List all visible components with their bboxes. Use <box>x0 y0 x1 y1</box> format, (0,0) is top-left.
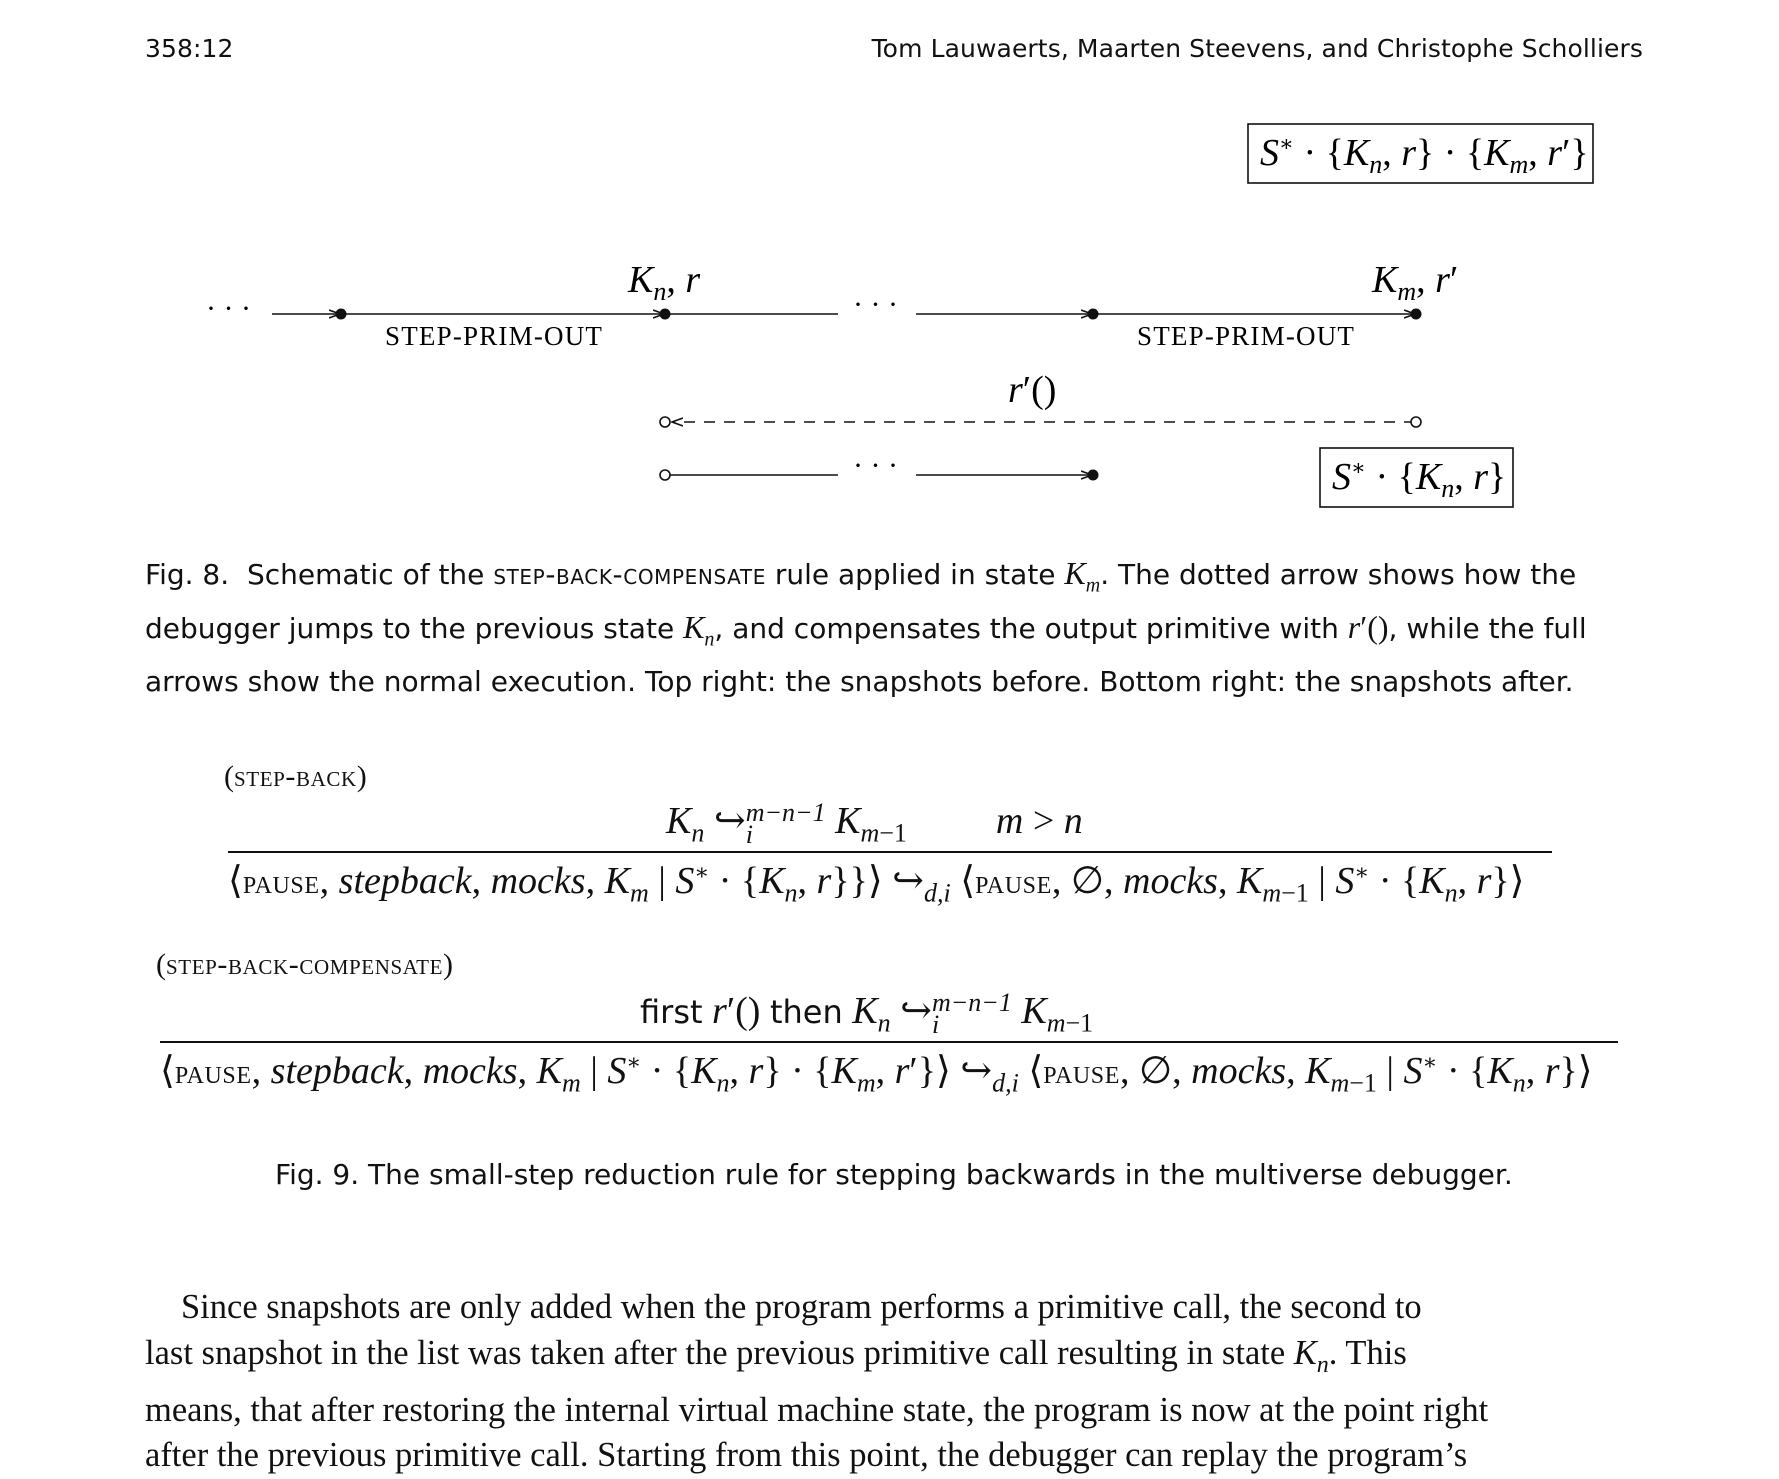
snapshots-before-box <box>1248 124 1593 183</box>
fig8-caption-line-3: arrows show the normal execution. Top right: the snapshots before. Bottom right: the snapshots after. <box>145 664 1574 698</box>
fig8-caption-line-1: Fig. 8. Schematic of the step-back-compensate rule applied in state $K_m$. The dotted arrow shows how the <box>145 555 1577 597</box>
state-label-kn: $K_n$, r <box>628 259 701 306</box>
rule-compensate-name: (step-back-compensate) <box>156 948 454 981</box>
compensate-label: r′() <box>1008 369 1057 411</box>
svg-text:S∗ · {Kn, r} · {Km, r′}: $S^∗ \cdot \{K_n$, $r\} \cdot \{K_m$, r′} <box>1260 131 1589 179</box>
rule-compensate-conclusion: ⟨pause, stepback, mocks, $K_m$ | $S^∗ \cdot \{K_n$, $r\} \cdot \{K_m$, r′}⟩ $↪_{d,i}$ ⟨pause, ∅, mocks, $K_{m-1}$ | $S^∗ \cdot \{K_n$, r}⟩ <box>160 1049 1593 1098</box>
rule-step-back-bar <box>228 851 1552 853</box>
jump-target-node <box>660 417 670 427</box>
fig9-caption: Fig. 9. The small-step reduction rule for stepping backwards in the multiverse debugger. <box>275 1158 1513 1191</box>
jump-origin-node <box>1411 417 1421 427</box>
state-node-km-1 <box>1088 470 1099 481</box>
rule-step-back-name: (step-back) <box>224 760 367 793</box>
state-label-km: $K_m$, r′ <box>1372 259 1459 306</box>
page-number: 358:12 <box>145 34 234 63</box>
rule-compensate-bar <box>160 1041 1618 1043</box>
running-header-authors: Tom Lauwaerts, Maarten Steevens, and Christophe Scholliers <box>871 34 1643 63</box>
svg-text:S∗ · {Kn, r}: $S^∗ \cdot \{K_n$, r} <box>1332 455 1507 503</box>
ellipsis-middle: · · · <box>853 288 898 321</box>
state-node-km <box>1411 309 1422 320</box>
body-paragraph <box>145 1285 1635 1479</box>
ellipsis-bottom: · · · <box>853 449 898 482</box>
body-line-4: after the previous primitive call. Starting from this point, the debugger can replay the program’s <box>145 1436 1468 1475</box>
snapshots-after-box <box>1320 448 1513 507</box>
restored-state-node <box>660 470 670 480</box>
step-label-2: STEP-PRIM-OUT <box>1137 321 1356 351</box>
fig8-caption <box>145 552 1645 703</box>
fig8-diagram <box>0 0 1779 540</box>
ellipsis-start: · · · <box>206 292 251 325</box>
body-line-1: Since snapshots are only added when the program performs a primitive call, the second to <box>181 1288 1422 1326</box>
rule-step-back-premise: $K_n$ ↪ m−n−1 i $K_{m-1}$ m > n <box>666 798 1083 850</box>
rule-step-back-conclusion: ⟨pause, stepback, mocks, $K_m$ | $S^∗ \cdot \{K_n$, r}}⟩ $↪_{d,i}$ ⟨pause, ∅, mocks, $K_{m-1}$ | $S^∗ \cdot \{K_n$, r}⟩ <box>228 859 1525 908</box>
fig8-caption-line-2: debugger jumps to the previous state $K_n$, and compensates the output primitive with r′(), while the full <box>145 609 1587 651</box>
body-line-3: means, that after restoring the internal virtual machine state, the program is now at the point right <box>145 1390 1489 1429</box>
rule-compensate-premise: first r′() then $K_n$ ↪ m−n−1 i $K_{m-1}$ <box>640 988 1094 1040</box>
body-line-2: last snapshot in the list was taken after the previous primitive call resulting in state $K_n$. This <box>145 1333 1407 1378</box>
step-label-1: STEP-PRIM-OUT <box>385 321 604 351</box>
